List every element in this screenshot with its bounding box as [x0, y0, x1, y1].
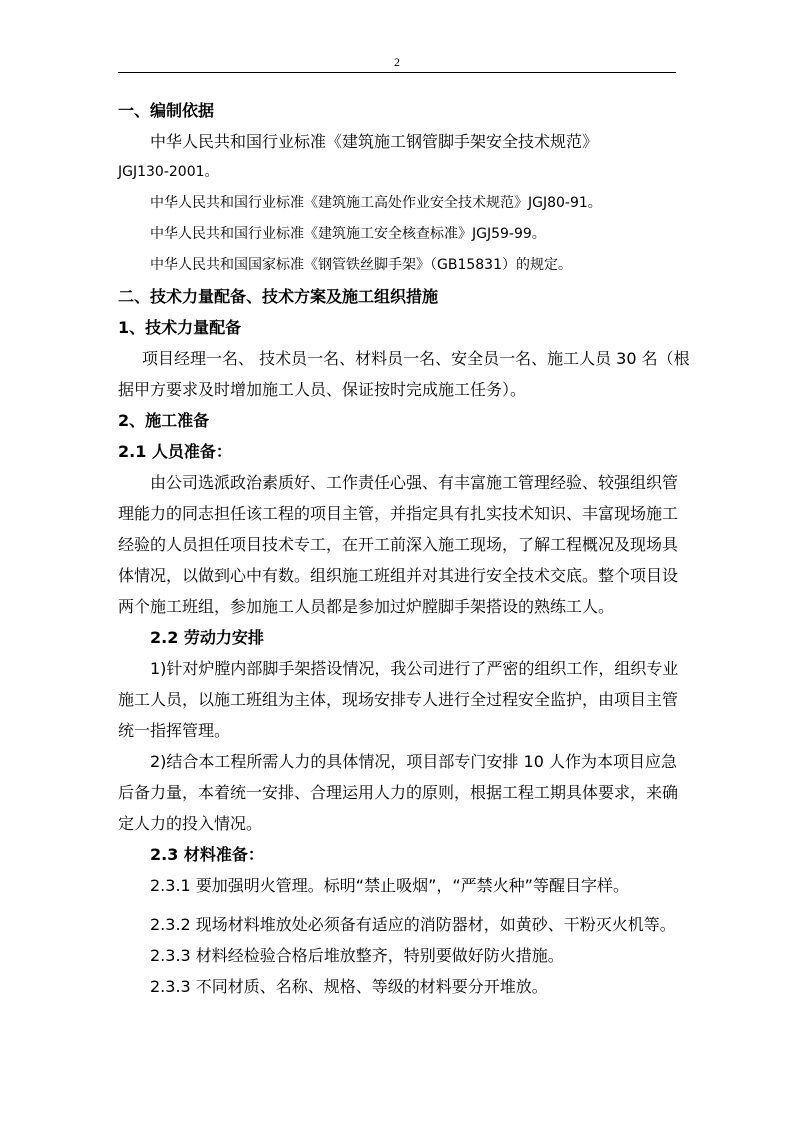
subsection-heading: 1、技术力量配备: [118, 318, 242, 337]
paragraph-line: 2.3.2 现场材料堆放处必须备有适应的消防器材，如黄砂、干粉灭火机等。: [150, 915, 676, 934]
paragraph-line: 2.3.3 不同材质、名称、规格、等级的材料要分开堆放。: [150, 977, 548, 996]
subsection-heading: 2.1 人员准备：: [118, 442, 232, 461]
paragraph-line: 体情况，以做到心中有数。组织施工班组并对其进行安全技术交底。整个项目设: [118, 566, 679, 585]
paragraph-line: 2.3.1 要加强明火管理。标明“禁止吸烟”，“严禁火种”等醒目字样。: [150, 876, 629, 895]
header-rule: [118, 72, 676, 73]
paragraph-line: 定人力的投入情况。: [118, 814, 263, 833]
paragraph-line: 中华人民共和国行业标准《建筑施工高处作业安全技术规范》JGJ80-91。: [150, 195, 602, 211]
paragraph-line: 两个施工班组，参加施工人员都是参加过炉膛脚手架搭设的熟练工人。: [118, 597, 615, 616]
subsection-heading: 2.3 材料准备：: [150, 845, 264, 864]
subsection-heading: 2.2 劳动力安排: [150, 628, 264, 647]
paragraph-line: 2)结合本工程所需人力的具体情况，项目部专门安排 10 人作为本项目应急: [150, 752, 677, 771]
section-heading-basis: 一、编制依据: [118, 101, 215, 120]
subsection-heading: 2、施工准备: [118, 411, 210, 430]
paragraph-line: 据甲方要求及时增加施工人员、保证按时完成施工任务）。: [118, 380, 527, 399]
paragraph-line: 统一指挥管理。: [118, 721, 231, 740]
paragraph-line: 2.3.3 材料经检验合格后堆放整齐，特别要做好防火措施。: [150, 946, 564, 965]
document-body: [118, 95, 690, 1002]
paragraph-line: 中华人民共和国行业标准《建筑施工安全核查标准》JGJ59-99。: [150, 226, 546, 242]
paragraph-line: 中华人民共和国行业标准《建筑施工钢管脚手架安全技术规范》: [150, 132, 599, 151]
paragraph-line: 后备力量，本着统一安排、合理运用人力的原则，根据工程工期具体要求，来确: [118, 783, 679, 802]
paragraph-line: JGJ130-2001。: [118, 164, 219, 180]
paragraph-line: 中华人民共和国国家标准《钢管铁丝脚手架》（GB15831）的规定。: [150, 257, 572, 273]
section-heading-technical: 二、技术力量配备、技术方案及施工组织措施: [118, 287, 439, 306]
paragraph-line: 理能力的同志担任该工程的项目主管，并指定具有扎实技术知识、丰富现场施工: [118, 504, 679, 523]
paragraph-line: 施工人员，以施工班组为主体，现场安排专人进行全过程安全监护，由项目主管: [118, 690, 679, 709]
paragraph-line: 由公司选派政治素质好、工作责任心强、有丰富施工管理经验、较强组织管: [150, 473, 679, 492]
paragraph-line: 1)针对炉膛内部脚手架搭设情况，我公司进行了严密的组织工作，组织专业: [150, 659, 679, 678]
paragraph-line: 项目经理一名、 技术员一名、材料员一名、安全员一名、施工人员 30 名（根: [142, 349, 690, 368]
paragraph-line: 经验的人员担任项目技术专工，在开工前深入施工现场，了解工程概况及现场具: [118, 535, 679, 554]
page-number: 2: [394, 55, 400, 69]
